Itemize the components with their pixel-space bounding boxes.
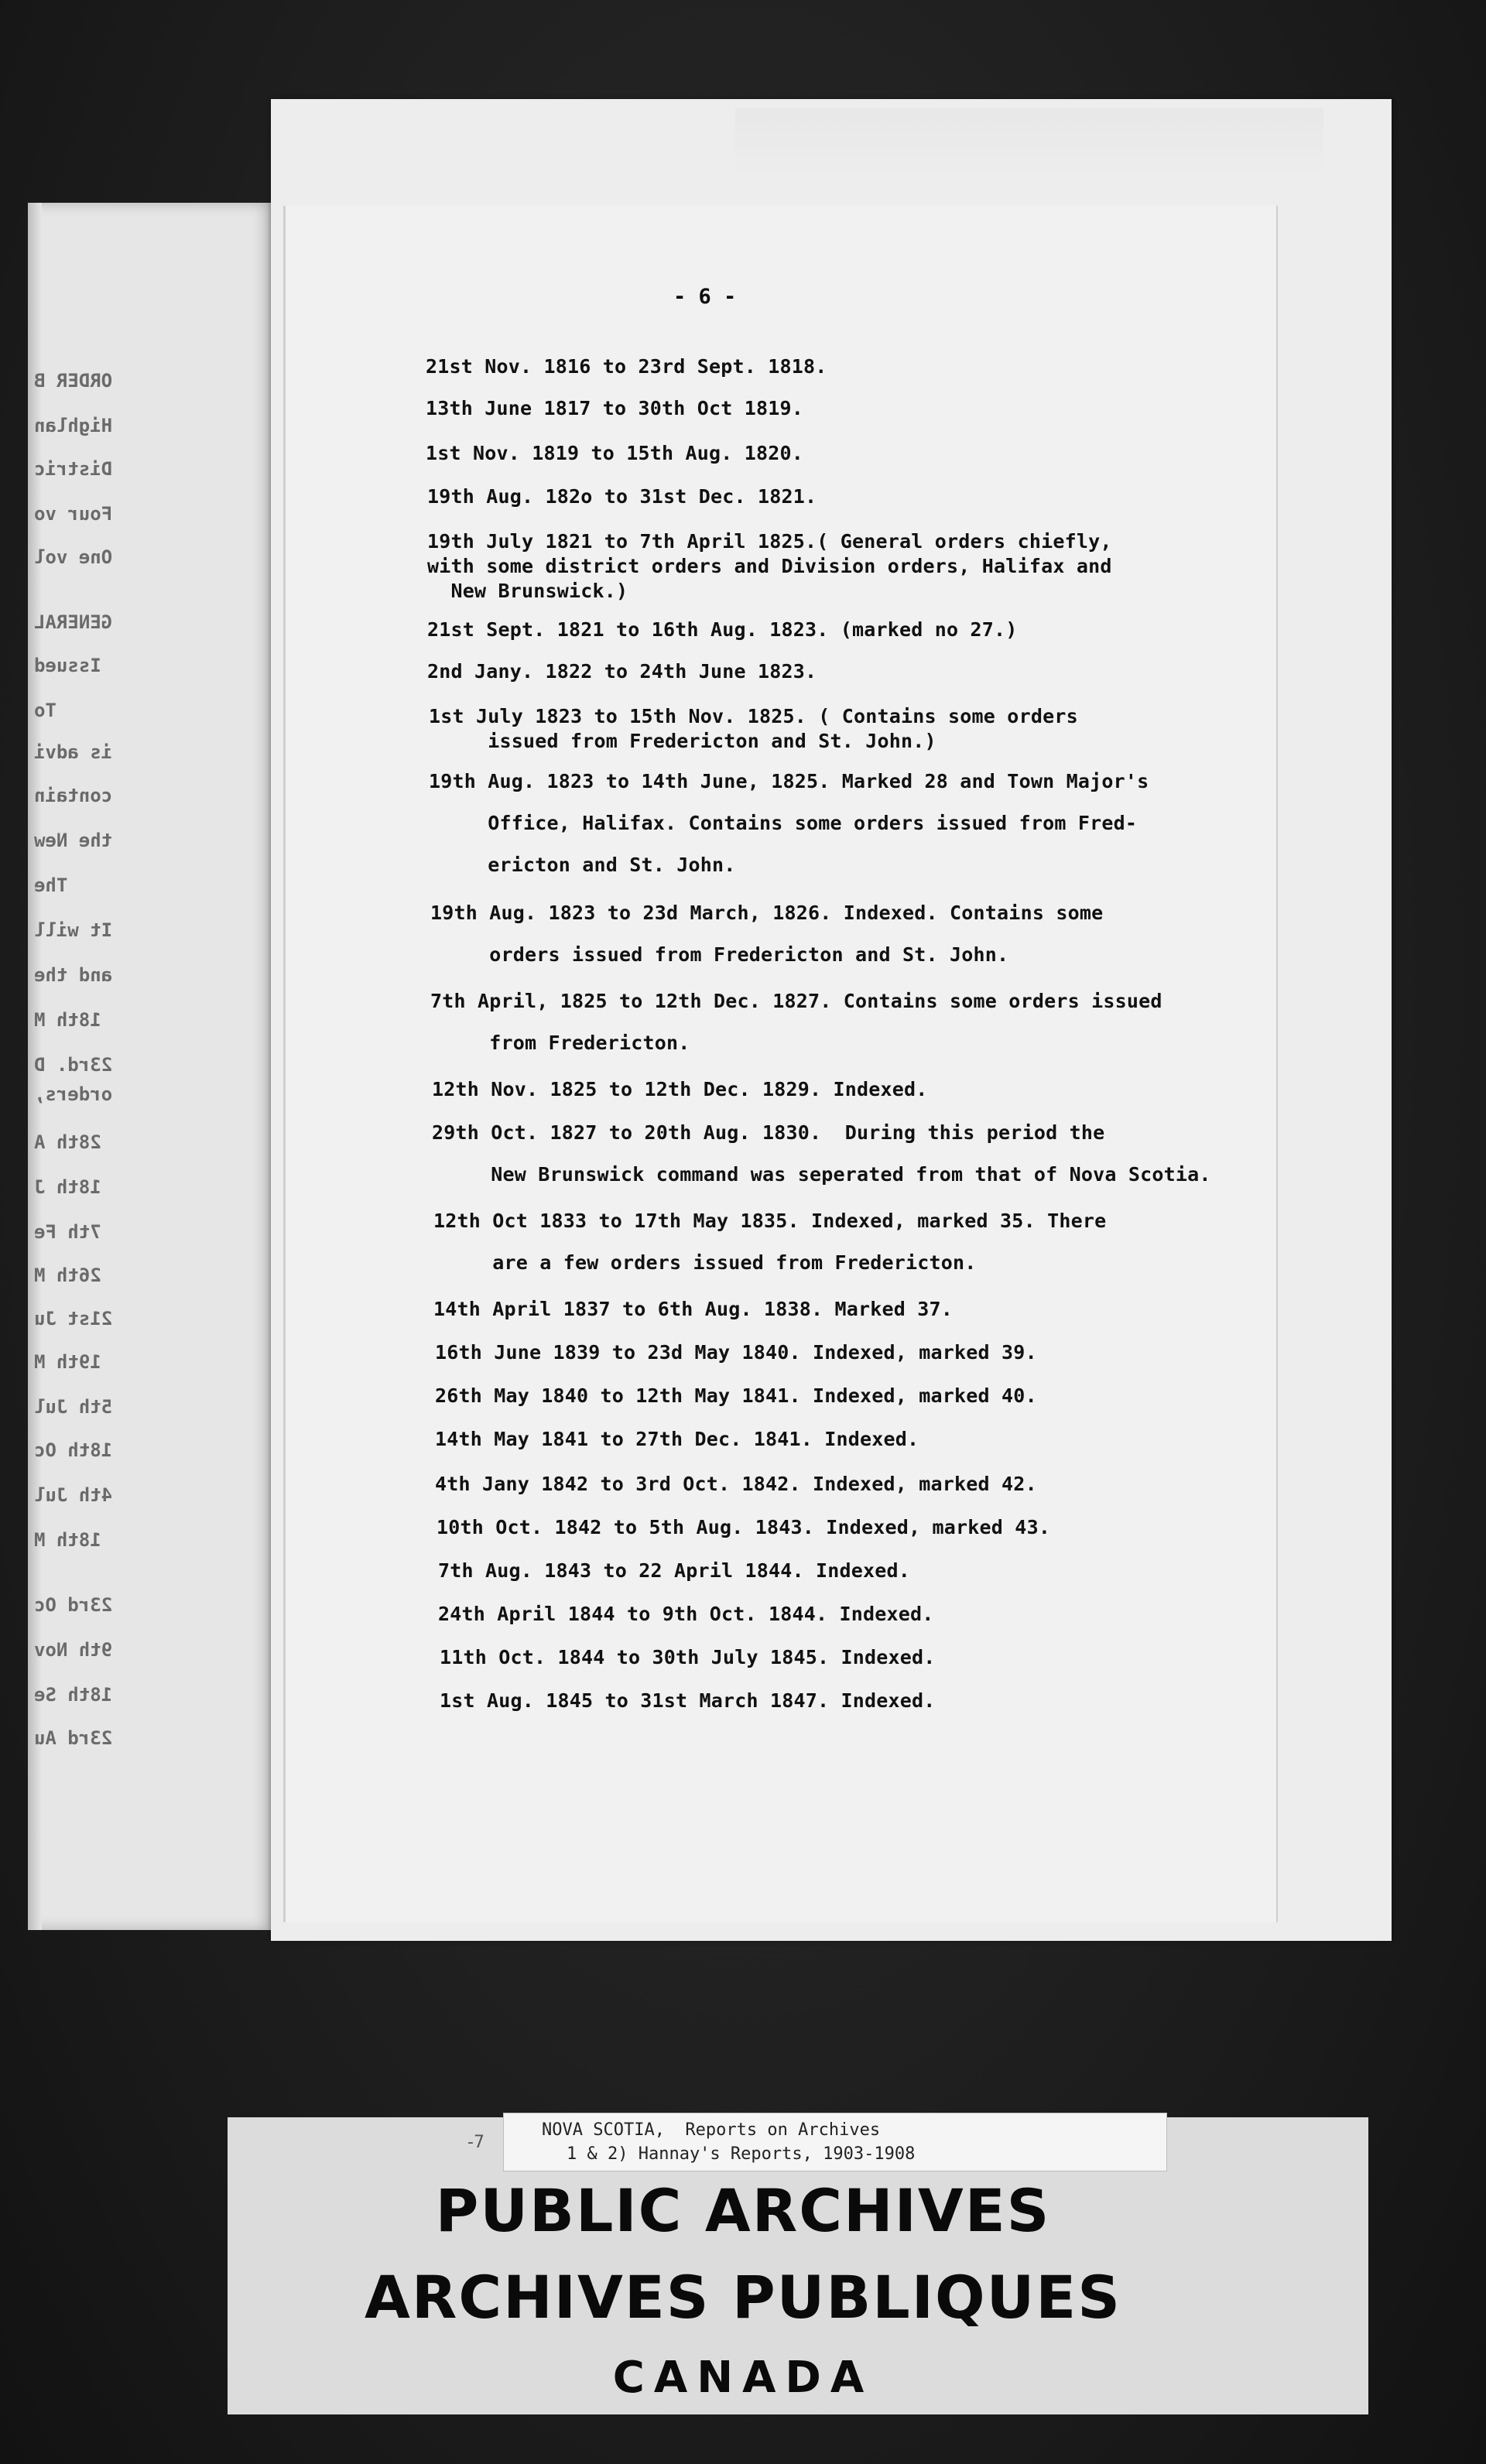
order-book-entry [435, 1427, 919, 1452]
order-book-entry [437, 1515, 1050, 1540]
entry-line [429, 794, 1149, 811]
order-book-entry [430, 901, 1103, 967]
order-book-entry [435, 1384, 1037, 1408]
archive-country: CANADA [612, 2353, 874, 2403]
order-book-entry [427, 659, 817, 684]
ghost-text-line: 18th M [34, 1529, 101, 1551]
entry-line: 11th Oct. 1844 to 30th July 1845. Indexed. [440, 1646, 936, 1668]
entry-line: 24th April 1844 to 9th Oct. 1844. Indexed. [438, 1603, 934, 1625]
entry-line [430, 1014, 1162, 1031]
order-book-entry [438, 1559, 910, 1583]
slip-collection-line: NOVA SCOTIA, Reports on Archives [542, 2120, 881, 2140]
entry-line: 13th June 1817 to 30th Oct 1819. [426, 397, 804, 419]
ghost-text-line: Highlan [34, 415, 113, 436]
page-number: - 6 - [673, 285, 737, 309]
entry-line [430, 926, 1103, 943]
entry-line: 14th May 1841 to 27th Dec. 1841. Indexed. [435, 1428, 919, 1450]
ghost-text-line: 18th Oc [34, 1439, 113, 1461]
ghost-text-line: 18th Se [34, 1684, 113, 1706]
entry-line: Office, Halifax. Contains some orders issued from Fred- [429, 812, 1138, 834]
sheet-bleedthrough [735, 108, 1323, 178]
entry-line: 21st Sept. 1821 to 16th Aug. 1823. (marked no 27.) [427, 618, 1018, 641]
slip-mark: -7 [467, 2133, 484, 2152]
entry-line: 21st Nov. 1816 to 23rd Sept. 1818. [426, 355, 827, 378]
entry-line: New Brunswick.) [427, 580, 628, 602]
order-book-entry [429, 769, 1149, 878]
ghost-text-line: ORDER B [34, 370, 113, 392]
entry-line: 19th Aug. 1823 to 14th June, 1825. Marked 28 and Town Major's [429, 770, 1149, 792]
entry-line: issued from Fredericton and St. John.) [429, 730, 936, 752]
ghost-text-line: 7th Fe [34, 1221, 101, 1243]
ghost-text-line: 4th Jul [34, 1484, 113, 1506]
ghost-text-line: and the [34, 964, 113, 986]
slip-series-line: 1 & 2) Hannay's Reports, 1903-1908 [567, 2144, 916, 2164]
order-book-entry [426, 354, 827, 379]
entry-line: 12th Nov. 1825 to 12th Dec. 1829. Indexed. [432, 1078, 928, 1100]
entry-line: 2nd Jany. 1822 to 24th June 1823. [427, 660, 817, 683]
order-book-entry [426, 396, 803, 421]
entry-line [429, 836, 1149, 853]
entry-line: 4th Jany 1842 to 3rd Oct. 1842. Indexed, marked 42. [435, 1473, 1037, 1495]
left-facing-page [28, 203, 277, 1930]
entry-line: 19th Aug. 182o to 31st Dec. 1821. [427, 485, 817, 508]
entry-line [432, 1145, 1211, 1162]
order-book-entry [435, 1340, 1037, 1365]
ghost-text-line: One vol [34, 546, 113, 568]
order-book-entry [432, 1121, 1211, 1187]
order-book-entry [438, 1602, 934, 1627]
ghost-text-line: 5th Jul [34, 1396, 113, 1418]
ghost-text-line: 28th A [34, 1131, 101, 1153]
entry-line: ericton and St. John. [429, 854, 736, 876]
ghost-text-line: 26th M [34, 1265, 101, 1286]
entry-line [433, 1234, 1106, 1251]
archive-title-french: ARCHIVES PUBLIQUES [365, 2263, 1121, 2332]
order-book-entry [440, 1645, 936, 1670]
entry-line: 10th Oct. 1842 to 5th Aug. 1843. Indexed, marked 43. [437, 1516, 1051, 1538]
ghost-text-line: orders, [34, 1083, 113, 1105]
entry-line: 29th Oct. 1827 to 20th Aug. 1830. During this period the [432, 1121, 1105, 1144]
order-book-entry [433, 1209, 1106, 1275]
ghost-text-line: 18th M [34, 1009, 101, 1031]
order-book-entry [433, 1297, 953, 1322]
ghost-text-line: the New [34, 830, 113, 851]
ghost-text-line: 21st Ju [34, 1308, 113, 1330]
ghost-text-line: 18th J [34, 1176, 101, 1198]
order-book-entry [430, 989, 1162, 1056]
ghost-text-line: 23rd. D [34, 1054, 113, 1076]
entry-line: 19th July 1821 to 7th April 1825.( General orders chiefly, [427, 530, 1112, 553]
order-book-entry [426, 441, 803, 466]
entry-line: 19th Aug. 1823 to 23d March, 1826. Indexed. Contains some [430, 902, 1104, 924]
entry-line: 7th Aug. 1843 to 22 April 1844. Indexed. [438, 1559, 911, 1582]
ghost-text-line: Four vo [34, 503, 113, 525]
entry-line: 16th June 1839 to 23d May 1840. Indexed, marked 39. [435, 1341, 1037, 1364]
entry-line: with some district orders and Division orders, Halifax and [427, 555, 1112, 577]
entry-line: orders issued from Fredericton and St. John. [430, 943, 1009, 966]
entry-line: 7th April, 1825 to 12th Dec. 1827. Contains some orders issued [430, 990, 1162, 1012]
ghost-text-line: Issued [34, 655, 101, 676]
entry-line: 14th April 1837 to 6th Aug. 1838. Marked 37. [433, 1298, 954, 1320]
order-book-entry [427, 529, 1112, 604]
entry-line: 1st July 1823 to 15th Nov. 1825. ( Contains some orders [429, 705, 1078, 727]
ghost-text-line: To [34, 700, 56, 721]
entry-line: 1st Aug. 1845 to 31st March 1847. Indexed. [440, 1689, 936, 1712]
ghost-text-line: 9th Nov [34, 1639, 113, 1661]
ghost-text-line: 23rd Au [34, 1727, 113, 1749]
order-book-entry [427, 618, 1018, 642]
ghost-text-line: 19th M [34, 1351, 101, 1373]
archive-title-english: PUBLIC ARCHIVES [435, 2176, 1051, 2245]
ghost-text-line: GENERAL [34, 611, 113, 633]
entry-line: are a few orders issued from Fredericton. [433, 1251, 977, 1274]
order-book-entry [435, 1472, 1037, 1497]
ghost-text-line: The [34, 874, 68, 896]
ghost-text-line: is advi [34, 741, 113, 763]
entry-line: from Fredericton. [430, 1032, 690, 1054]
entry-line: 1st Nov. 1819 to 15th Aug. 1820. [426, 442, 804, 464]
ghost-text-line: 23rd Oc [34, 1594, 113, 1616]
order-book-entry [440, 1689, 936, 1713]
entry-line: New Brunswick command was seperated from that of Nova Scotia. [432, 1163, 1211, 1186]
order-book-entry [427, 484, 817, 509]
ghost-text-line: contain [34, 785, 113, 806]
entry-line: 12th Oct 1833 to 17th May 1835. Indexed, marked 35. There [433, 1210, 1107, 1232]
ghost-text-line: It will [34, 919, 113, 941]
order-book-entry [429, 704, 1078, 754]
order-book-entry [432, 1077, 928, 1102]
entry-line: 26th May 1840 to 12th May 1841. Indexed, marked 40. [435, 1384, 1037, 1407]
ghost-text-line: Distric [34, 458, 113, 480]
